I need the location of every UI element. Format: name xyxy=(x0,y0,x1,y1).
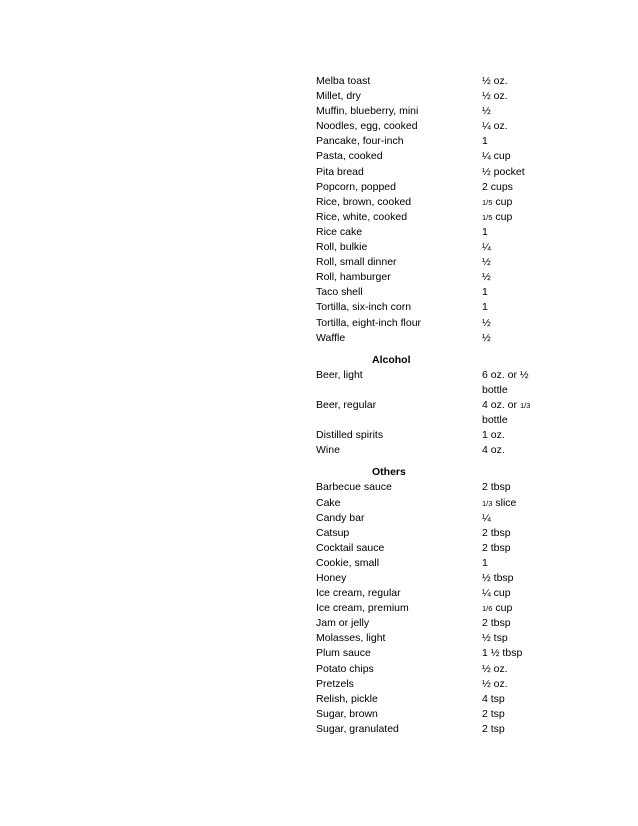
item-amount: 2 tsp xyxy=(482,707,505,720)
list-item xyxy=(316,511,556,526)
item-amount: 2 tsp xyxy=(482,722,505,735)
item-name: Cake xyxy=(316,496,341,509)
item-amount: 1 xyxy=(482,556,488,569)
amount-unit: slice xyxy=(492,496,517,509)
list-item xyxy=(316,368,556,398)
item-name: Jam or jelly xyxy=(316,617,370,630)
list-item xyxy=(316,285,556,300)
amount-fraction: 1/5 xyxy=(482,197,493,207)
item-name: Cocktail sauce xyxy=(316,541,385,554)
item-name: Roll, small dinner xyxy=(316,256,397,269)
section-heading: Alcohol xyxy=(372,353,411,366)
amount-fraction: 1/6 xyxy=(482,604,493,614)
list-item xyxy=(316,89,556,104)
item-name: Potato chips xyxy=(316,662,374,675)
section-heading: Others xyxy=(372,466,406,479)
list-item xyxy=(316,556,556,571)
item-amount: 1 ½ tbsp xyxy=(482,647,523,660)
item-name: Melba toast xyxy=(316,75,371,87)
list-item xyxy=(316,331,556,346)
item-name: Relish, pickle xyxy=(316,692,378,705)
item-name: Rice, white, cooked xyxy=(316,210,408,223)
item-amount: 2 tbsp xyxy=(482,617,511,630)
item-amount xyxy=(482,210,556,225)
item-amount: 1 xyxy=(482,135,488,148)
item-name: Candy bar xyxy=(316,511,365,524)
item-name: Honey xyxy=(316,572,347,584)
item-name: Rice, brown, cooked xyxy=(316,195,412,208)
item-amount: 1 oz. xyxy=(482,429,505,442)
list-item xyxy=(316,134,556,149)
list-item xyxy=(316,225,556,240)
item-amount: ½ xyxy=(482,331,491,344)
amount-unit: cup xyxy=(492,210,513,223)
item-amount: ½ oz. xyxy=(482,662,508,675)
item-name: Muffin, blueberry, mini xyxy=(316,105,419,118)
amount-unit: cup xyxy=(492,195,513,208)
list-item xyxy=(316,428,556,443)
list-item xyxy=(316,398,556,428)
item-amount: ½ oz. xyxy=(482,75,508,87)
item-name: Tortilla, six-inch corn xyxy=(316,301,412,314)
item-name: Pasta, cooked xyxy=(316,150,383,163)
item-name: Rice cake xyxy=(316,225,363,238)
item-amount: ½ xyxy=(482,271,491,284)
item-name: Distilled spirits xyxy=(316,429,384,442)
list-item xyxy=(316,240,556,255)
item-name: Taco shell xyxy=(316,286,363,299)
list-item xyxy=(316,526,556,541)
list-item xyxy=(316,631,556,646)
item-amount xyxy=(482,195,556,210)
item-amount: 6 oz. or ½ bottle xyxy=(482,368,529,396)
item-amount: 4 tsp xyxy=(482,692,505,705)
item-amount: ½ pocket xyxy=(482,165,525,178)
item-name: Ice cream, regular xyxy=(316,587,401,600)
item-amount: ½ tbsp xyxy=(482,572,514,584)
item-name: Plum sauce xyxy=(316,647,371,660)
item-amount: 2 cups xyxy=(482,180,513,193)
item-name: Pretzels xyxy=(316,677,354,690)
amount-fraction: 1/5 xyxy=(482,212,493,222)
item-name: Pita bread xyxy=(316,165,364,178)
item-amount: ½ tsp xyxy=(482,632,508,645)
item-name: Beer, regular xyxy=(316,398,377,411)
item-name: Pancake, four-inch xyxy=(316,135,404,148)
item-amount: 1 xyxy=(482,286,488,299)
list-item xyxy=(316,165,556,180)
list-item xyxy=(316,300,556,315)
item-name: Sugar, brown xyxy=(316,707,378,720)
list-item xyxy=(316,662,556,677)
item-name: Ice cream, premium xyxy=(316,602,409,615)
item-name: Waffle xyxy=(316,331,346,344)
item-name: Sugar, granulated xyxy=(316,722,399,735)
item-name: Molasses, light xyxy=(316,632,386,645)
list-item xyxy=(316,316,556,331)
list-item xyxy=(316,677,556,692)
list-item xyxy=(316,119,556,134)
list-item xyxy=(316,104,556,119)
list-item xyxy=(316,270,556,285)
item-amount: ½ xyxy=(482,316,491,329)
item-amount: 2 tbsp xyxy=(482,481,511,494)
item-name: Beer, light xyxy=(316,368,363,381)
item-name: Cookie, small xyxy=(316,556,380,569)
amount-unit: cup xyxy=(492,602,513,615)
item-amount: ¼ xyxy=(482,511,491,524)
item-name: Barbecue sauce xyxy=(316,481,392,494)
list-item xyxy=(316,586,556,601)
list-item xyxy=(316,149,556,164)
list-item xyxy=(316,195,556,210)
list-item xyxy=(316,496,556,511)
list-item xyxy=(316,601,556,616)
list-item xyxy=(316,210,556,225)
item-amount: ½ xyxy=(482,256,491,269)
item-name: Roll, hamburger xyxy=(316,271,391,284)
list-item xyxy=(316,722,556,737)
item-amount: ½ oz. xyxy=(482,90,508,103)
item-name: Noodles, egg, cooked xyxy=(316,120,418,133)
item-name: Catsup xyxy=(316,526,350,539)
list-item xyxy=(316,646,556,661)
item-amount: ½ oz. xyxy=(482,677,508,690)
item-amount: 2 tbsp xyxy=(482,526,511,539)
item-amount xyxy=(482,496,556,511)
list-item xyxy=(316,255,556,270)
amount-fraction: 1/3 xyxy=(519,400,531,410)
item-name: Wine xyxy=(316,444,340,457)
list-item xyxy=(316,692,556,707)
amount-fraction: 1/3 xyxy=(482,498,493,508)
item-name: Tortilla, eight-inch flour xyxy=(316,316,422,329)
list-item xyxy=(316,74,556,89)
item-amount: ¼ cup xyxy=(482,150,511,163)
item-amount xyxy=(482,398,556,428)
list-item xyxy=(316,541,556,556)
amount-prefix: 4 oz. or xyxy=(482,398,520,411)
item-amount xyxy=(482,601,556,616)
item-amount: ¼ oz. xyxy=(482,120,508,133)
item-amount: ½ xyxy=(482,105,491,118)
list-item xyxy=(316,443,556,458)
item-name: Popcorn, popped xyxy=(316,180,396,193)
item-amount: 1 xyxy=(482,225,488,238)
item-amount: 1 xyxy=(482,301,488,314)
list-item xyxy=(316,707,556,722)
list-item xyxy=(316,180,556,195)
list-item xyxy=(316,571,556,586)
item-amount: ¼ xyxy=(482,241,491,254)
amount-unit: bottle xyxy=(482,414,508,427)
list-item xyxy=(316,616,556,631)
item-amount: 4 oz. xyxy=(482,444,505,457)
list-item xyxy=(316,480,556,495)
item-amount: ¼ cup xyxy=(482,587,511,600)
item-name: Roll, bulkie xyxy=(316,241,368,254)
item-amount: 2 tbsp xyxy=(482,541,511,554)
serving-size-list xyxy=(316,74,556,737)
item-name: Millet, dry xyxy=(316,90,361,103)
